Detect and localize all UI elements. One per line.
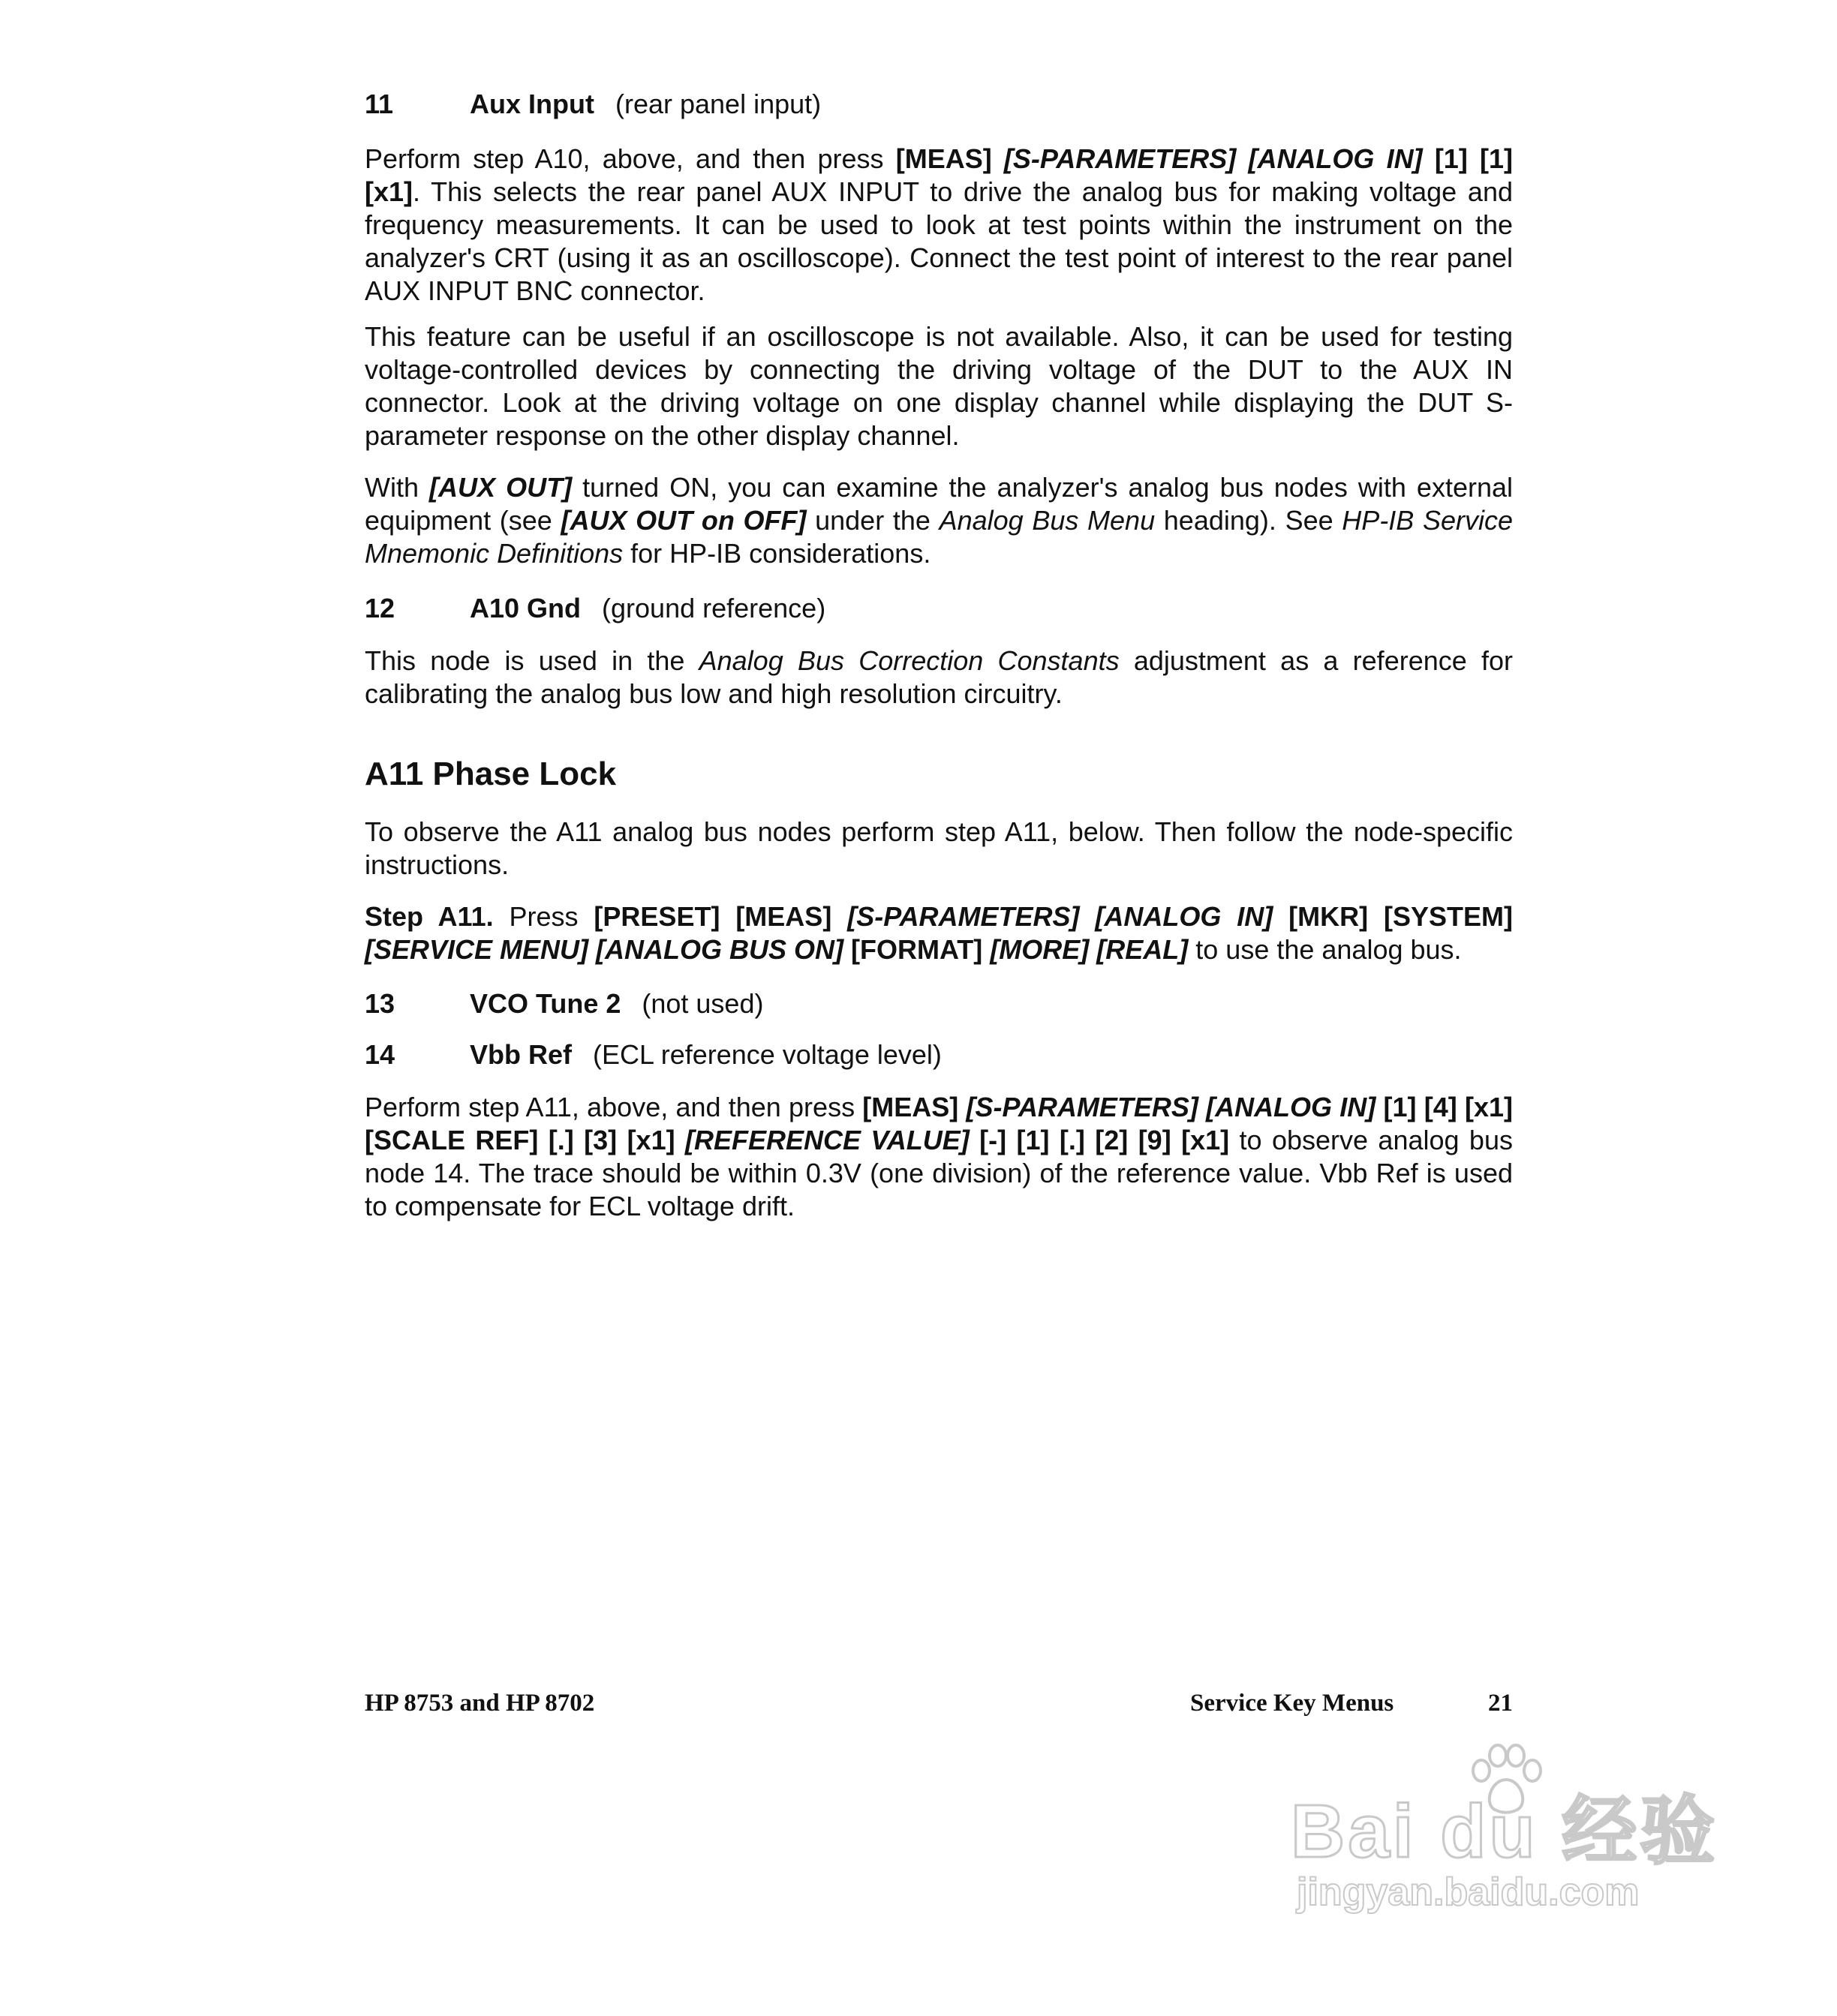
text: With — [365, 472, 430, 503]
node-12-heading — [365, 592, 1513, 625]
node-name: Aux Input — [470, 89, 594, 119]
reference-analog-bus-menu: Analog Bus Menu — [939, 505, 1156, 536]
key-meas: [MEAS] — [895, 143, 992, 174]
softkey-sequence: [S-PARAMETERS] [ANALOG IN] — [847, 901, 1273, 932]
paragraph-section-intro: To observe the A11 analog bus nodes perform step A11, below. Then follow the node-specific instructions. — [365, 816, 1513, 880]
footer-title: HP 8753 and HP 8702 — [365, 1690, 595, 1717]
node-description: (rear panel input) — [615, 89, 822, 119]
paragraph-aux-input — [365, 143, 1513, 308]
node-13-heading — [365, 987, 1513, 1020]
key-sequence: [PRESET] [MEAS] — [594, 901, 832, 932]
node-number: 14 — [365, 1039, 395, 1070]
node-number: 11 — [365, 89, 394, 119]
node-name: A10 Gnd — [470, 593, 582, 623]
node-number: 12 — [365, 593, 395, 623]
reference-correction-constants: Analog Bus Correction Constants — [699, 645, 1120, 676]
page-number: 21 — [1488, 1690, 1513, 1717]
softkey-sequence: [MORE] [REAL] — [990, 934, 1189, 965]
text: . This selects the rear panel AUX INPUT to drive the analog bus for making voltage and frequency measurements. It can be used to look at test points within the instrument on the analyzer's CRT (using it as an oscilloscope). Connect the test point of interest to the rear panel AUX INPUT BNC connector. — [365, 176, 1513, 306]
watermark-logo-text: Bai du 经验 — [1291, 1789, 1718, 1873]
key-sequence: [-] [1] [.] [2] [9] [x1] — [979, 1125, 1230, 1155]
baidu-watermark — [1291, 1771, 1718, 1921]
node-14-heading — [365, 1038, 1513, 1071]
softkey-aux-out: [AUX OUT] — [429, 472, 573, 503]
text: This node is used in the — [365, 645, 699, 676]
text: for HP-IB considerations. — [623, 538, 931, 569]
node-description: (ground reference) — [602, 593, 826, 623]
footer-section: Service Key Menus — [1190, 1690, 1394, 1717]
text: turned ON, you can examine the analyzer's analog bus nodes with external equipment (see — [365, 472, 1514, 536]
paragraph-oscilloscope: This feature can be useful if an oscilloscope is not available. Also, it can be used for testing voltage-controlled devices by connecting the driving voltage of the DUT to the AUX IN connector. Look at the driving voltage on one display channel while displaying the DUT S-parameter response on the other display channel. — [365, 321, 1513, 451]
softkey-sequence: [SERVICE MENU] [ANALOG BUS ON] — [365, 934, 843, 965]
key-format: [FORMAT] — [851, 934, 983, 965]
key-sequence: [1] [4] [x1] [SCALE REF] [.] [3] [x1] — [365, 1092, 1513, 1155]
text: under the — [806, 505, 940, 536]
node-description: (not used) — [642, 988, 764, 1019]
text: Press — [493, 901, 594, 932]
paragraph-aux-out — [365, 471, 1513, 570]
text: to observe analog bus node 14. The trace should be within 0.3V (one division) of the reference value. Vbb Ref is used to compensate for ECL voltage drift. — [365, 1125, 1513, 1221]
step-label: Step A11. — [365, 901, 494, 932]
reference-hpib-mnemonics: HP-IB Service Mnemonic Definitions — [365, 505, 1514, 569]
node-description: (ECL reference voltage level) — [593, 1039, 942, 1070]
text: Perform step A11, above, and then press — [365, 1092, 863, 1122]
paragraph-step-a11 — [365, 900, 1513, 966]
key-meas: [MEAS] — [862, 1092, 959, 1122]
node-number: 13 — [365, 988, 395, 1019]
node-11-heading — [365, 88, 1513, 121]
watermark-url: jingyan.baidu.com — [1297, 1870, 1640, 1914]
key-sequence: [MKR] [SYSTEM] — [1288, 901, 1514, 932]
node-name: Vbb Ref — [470, 1039, 573, 1070]
softkey-s-parameters: [S-PARAMETERS] — [1003, 143, 1237, 174]
softkey-analog-in: [ANALOG IN] — [1248, 143, 1423, 174]
text: Perform step A10, above, and then press — [365, 143, 896, 174]
node-name: VCO Tune 2 — [470, 988, 621, 1019]
text: to use the analog bus. — [1188, 934, 1462, 965]
text: adjustment as a reference for calibrating the analog bus low and high resolution circuitry. — [365, 645, 1514, 709]
text: heading). See — [1155, 505, 1342, 536]
softkey-reference-value: [REFERENCE VALUE] — [685, 1125, 970, 1155]
softkey-sequence: [S-PARAMETERS] [ANALOG IN] — [966, 1092, 1376, 1122]
paragraph-vbb-ref — [365, 1091, 1513, 1223]
paragraph-ground-reference — [365, 644, 1513, 711]
key-sequence: [1] [1] [x1] — [365, 143, 1513, 207]
softkey-aux-out-on-off: [AUX OUT on OFF] — [561, 505, 807, 536]
section-title: A11 Phase Lock — [365, 756, 617, 792]
